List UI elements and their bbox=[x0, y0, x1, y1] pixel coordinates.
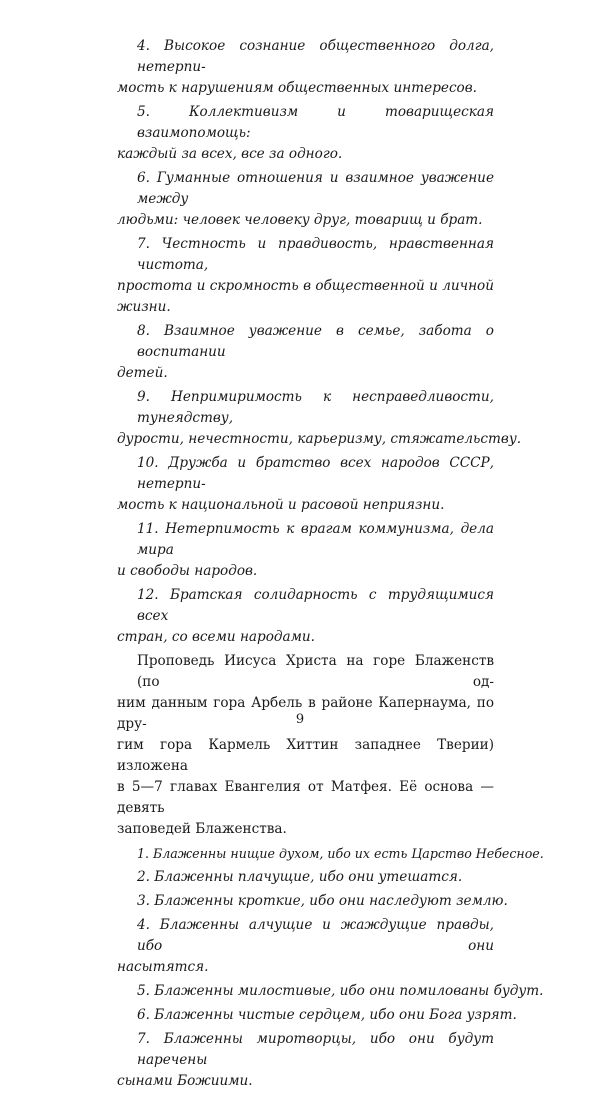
text-line: 10. Дружба и братство всех народов СССР, нетерпи- bbox=[137, 455, 494, 492]
text-line: 12. Братская солидарность с трудящимися всех bbox=[137, 587, 494, 624]
text-line: в 5—7 главах Евангелия от Матфея. Её основа — девять bbox=[117, 779, 494, 816]
text-line: 11. Нетерпимость к врагам коммунизма, дела мира bbox=[137, 521, 494, 558]
text-line: 6. Гуманные отношения и взаимное уважение между bbox=[137, 170, 494, 207]
code-item-6 bbox=[117, 168, 494, 231]
code-item-5 bbox=[117, 102, 494, 165]
text-line: 2. Блаженны плачущие, ибо они утешатся. bbox=[137, 869, 463, 885]
text-line: 4. Высокое сознание общественного долга, нетерпи- bbox=[137, 38, 494, 75]
code-item-4 bbox=[117, 36, 494, 99]
sermon-paragraph bbox=[117, 651, 494, 840]
text-line: стран, со всеми народами. bbox=[117, 629, 315, 645]
text-line: 1. Блаженны нищие духом, ибо их есть Царство Небесное. bbox=[137, 846, 544, 861]
code-item-12 bbox=[117, 585, 494, 648]
text-line: заповедей Блаженства. bbox=[117, 821, 287, 837]
beatitude-4 bbox=[117, 915, 494, 978]
text-line: дурости, нечестности, карьеризму, стяжательству. bbox=[117, 431, 522, 447]
text-line: и свободы народов. bbox=[117, 563, 258, 579]
text-line: людьми: человек человеку друг, товарищ и брат. bbox=[117, 212, 483, 228]
text-line: 7. Честность и правдивость, нравственная чистота, bbox=[137, 236, 494, 273]
beatitude-5 bbox=[117, 981, 544, 1002]
text-line: 3. Блаженны кроткие, ибо они наследуют землю. bbox=[137, 893, 508, 909]
code-item-9 bbox=[117, 387, 522, 450]
text-line: каждый за всех, все за одного. bbox=[117, 146, 343, 162]
text-line: детей. bbox=[117, 365, 168, 381]
text-line: простота и скромность в общественной и личной жизни. bbox=[117, 278, 494, 315]
page-text-block bbox=[117, 36, 544, 1095]
code-item-7 bbox=[117, 234, 494, 318]
code-item-8 bbox=[117, 321, 494, 384]
text-line: 8. Взаимное уважение в семье, забота о воспитании bbox=[137, 323, 494, 360]
beatitude-7 bbox=[117, 1029, 494, 1092]
page-number: 9 bbox=[295, 712, 305, 727]
text-line: 7. Блаженны миротворцы, ибо они будут наречены bbox=[137, 1031, 494, 1068]
code-item-11 bbox=[117, 519, 494, 582]
beatitude-2 bbox=[117, 867, 494, 888]
text-line: мость к национальной и расовой неприязни. bbox=[117, 497, 445, 513]
text-line: насытятся. bbox=[117, 959, 209, 975]
text-line: мость к нарушениям общественных интересов. bbox=[117, 80, 477, 96]
text-line: сынами Божиими. bbox=[117, 1073, 253, 1089]
beatitude-3 bbox=[117, 891, 508, 912]
beatitude-1 bbox=[117, 843, 544, 864]
text-line: 6. Блаженны чистые сердцем, ибо они Бога узрят. bbox=[137, 1007, 517, 1023]
beatitude-6 bbox=[117, 1005, 517, 1026]
text-line: Проповедь Иисуса Христа на горе Блаженств (по од- bbox=[137, 653, 494, 690]
text-line: ним данным гора Арбель в районе Капернаума, по дру- bbox=[117, 695, 494, 732]
text-line: 9. Непримиримость к несправедливости, тунеядству, bbox=[137, 389, 494, 426]
text-line: гим гора Кармель Хиттин западнее Тверии) изложена bbox=[117, 737, 494, 774]
text-line: 5. Блаженны милостивые, ибо они помилованы будут. bbox=[137, 983, 544, 999]
text-line: 4. Блаженны алчущие и жаждущие правды, ибо они bbox=[137, 917, 494, 954]
text-line: 5. Коллективизм и товарищеская взаимопомощь: bbox=[137, 104, 494, 141]
code-item-10 bbox=[117, 453, 494, 516]
